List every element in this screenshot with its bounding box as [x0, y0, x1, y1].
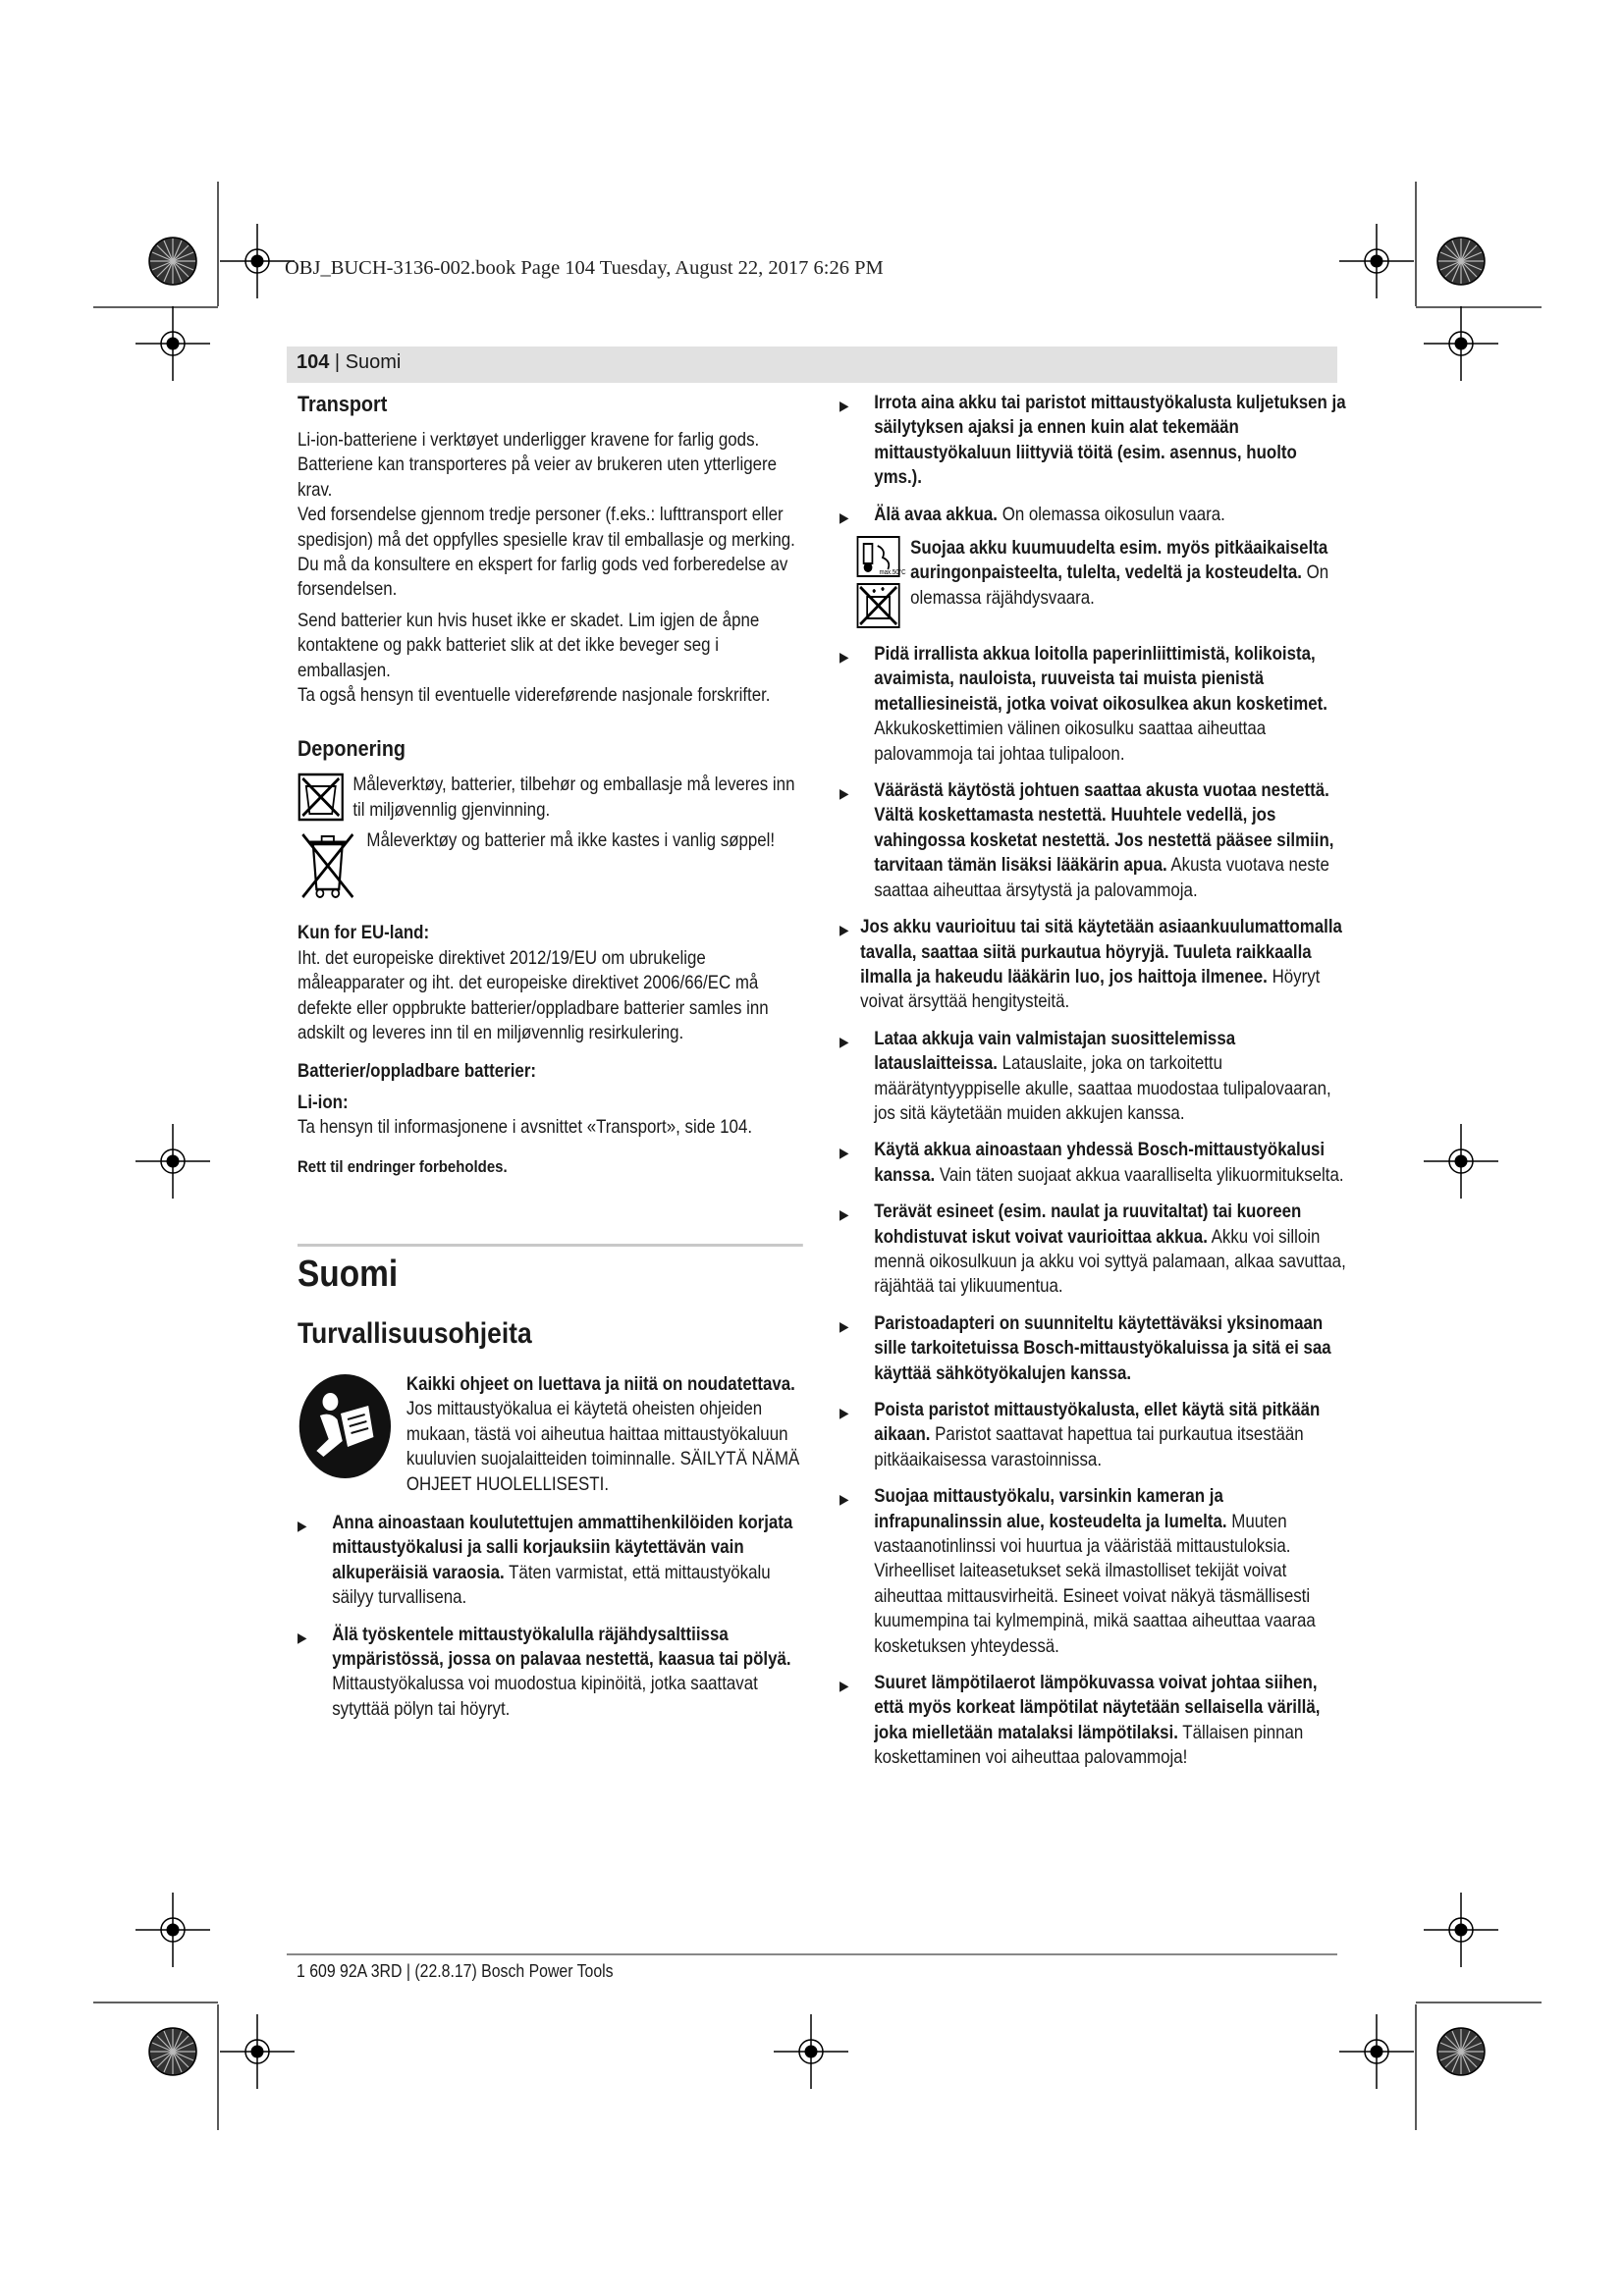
bullet-bold: Poista paristot mittaustyökalusta, ellet käytä sitä pitkään aikaan. — [874, 1400, 1321, 1446]
list-item — [839, 778, 1348, 903]
intro-rest: Jos mittaustyökalua ei käytetä oheisten ohjeiden mukaan, tästä voi aiheutua haittaa mittaustyökaluun kuuluvien suojalaitteiden toiminnalle. SÄILYTÄ NÄMÄ OHJEET HUOLELLISESTI. — [406, 1399, 800, 1495]
bullet-bold: Pidä irrallista akkua loitolla paperinliittimistä, kolikoista, avaimista, nauloista, ruuveista tai muista pienistä metalliesineistä, jotka voivat oikosulkea akun kosketimet. — [874, 644, 1327, 715]
bullet-text: Muuten vastaanotinlinssi voi huurtua ja vääristää mittaustuloksia. Virheelliset laiteasetukset sekä ilmastolliset tekijät voivat aiheuttaa mittausvirheitä. Esineet voivat näkyä täsmällisesti kuumempina tai kylmempinä, mikä saattaa aiheuttaa vaaraa kosketuksen yhteydessä. — [874, 1511, 1316, 1657]
bullet-bold: Suojaa mittaustyökalu, varsinkin kameran ja infrapunalinssin alue, kosteudelta ja lumelta. — [874, 1486, 1227, 1532]
bullet-bold: Terävät esineet (esim. naulat ja ruuvitaltat) tai kuoreen kohdistuvat iskut voivat vaurioittaa akkua. — [874, 1201, 1302, 1248]
bullet-arrow-icon: ▶ — [839, 1491, 849, 1508]
liion-text: Ta hensyn til informasjonene i avsnittet «Transport», side 104. — [298, 1117, 753, 1139]
bullet-bold: Anna ainoastaan koulutettujen ammattihenkilöiden korjata mittaustyökalusi ja salli korjauksiin käytettävän vain alkuperäisiä varaosia. — [332, 1512, 793, 1583]
deponering-heading: Deponering — [298, 736, 406, 762]
recycle-text: Måleverktøy, batterier, tilbehør og emballasje må leveres inn til miljøvennlig gjenvinning. — [352, 774, 795, 821]
bullet-arrow-icon: ▶ — [839, 508, 849, 525]
bullet-text: On olemassa oikosulun vaara. — [997, 504, 1225, 525]
registration-star-icon — [1437, 2028, 1485, 2075]
list-item — [839, 1398, 1348, 1472]
heat-warning-text — [910, 536, 1348, 611]
transport-heading: Transport — [298, 392, 388, 416]
registration-cross-icon — [135, 1124, 210, 1199]
heat-warning-rest: On olemassa räjähdysvaara. — [910, 562, 1329, 609]
eu-heading: Kun for EU-land: — [298, 923, 430, 944]
list-item — [839, 1138, 1348, 1188]
bullet-arrow-icon: ▶ — [839, 922, 849, 938]
bullet-arrow-icon: ▶ — [839, 1405, 849, 1420]
registration-star-icon — [149, 2028, 196, 2075]
list-item — [839, 1027, 1348, 1127]
bullet-arrow-icon: ▶ — [839, 1206, 849, 1223]
bullet-text: Höyryt voivat ärsyttää hengitysteitä. — [860, 966, 1321, 1013]
svg-text:max.50°C: max.50°C — [879, 568, 906, 577]
bullet-text: Akkukoskettimien välinen oikosulku saattaa aiheuttaa palovammoja tai johtaa tulipaloon. — [874, 719, 1267, 765]
bullet-text: Akku voi silloin mennä oikosulkuun ja akku voi syttyä palamaan, alkaa savuttaa, räjähtää tai ylikuumentua. — [874, 1226, 1346, 1298]
bin-row — [298, 828, 803, 901]
intro-bold: Kaikki ohjeet on luettava ja niitä on noudatettava. — [406, 1373, 795, 1395]
batterier-heading: Batterier/oppladbare batterier: — [298, 1061, 537, 1083]
read-manual-icon — [298, 1372, 393, 1480]
heat-warning-bold: Suojaa akku kuumuudelta esim. myös pitkäaikaiselta auringonpaisteelta, tulelta, vedeltä ja kosteudelta. — [910, 538, 1328, 584]
rights-reserved: Rett til endringer forbeholdes. — [298, 1156, 508, 1176]
registration-cross-icon — [1424, 306, 1498, 381]
registration-cross-icon — [1339, 224, 1414, 298]
list-item — [839, 391, 1348, 491]
bullet-bold: Älä työskentele mittaustyökalulla räjähdysalttiissa ympäristössä, jossa on palavaa nestettä, kaasua tai pölyä. — [332, 1624, 791, 1670]
footer-rule — [287, 1953, 1337, 1955]
registration-star-icon — [149, 238, 196, 285]
transport-para-4: Ta også hensyn til eventuelle videreførende nasjonale forskrifter. — [298, 685, 771, 707]
heat-warning-icon — [857, 536, 906, 577]
page-footer: 1 609 92A 3RD | (22.8.17) Bosch Power Tools — [297, 1961, 614, 1981]
bullet-arrow-icon: ▶ — [839, 398, 849, 413]
bullet-bold: Irrota aina akku tai paristot mittaustyökalusta kuljetuksen ja säilytyksen ajaksi ja ennen kuin alat tekemään mittaustyökaluun liittyviä töitä (esim. asennus, huolto yms.). — [874, 393, 1346, 489]
list-item — [298, 1511, 803, 1611]
read-manual-row — [298, 1372, 803, 1497]
left-column — [298, 391, 803, 1722]
liion-heading: Li-ion: — [298, 1092, 349, 1113]
no-disposal-icon — [298, 773, 345, 822]
list-item — [839, 1200, 1348, 1300]
right-column — [839, 391, 1348, 1771]
bin-text: Måleverktøy og batterier må ikke kastes i vanlig søppel! — [366, 830, 776, 852]
registration-cross-icon — [1424, 1124, 1498, 1199]
bullet-bold: Väärästä käytöstä johtuen saattaa akusta vuotaa nestettä. Vältä koskettamasta nestettä. Huuhtele vedellä, jos vahingossa kosketat nestettä. Jos nestettä pääsee silmiin, tarvitaan tämän lisäksi lääkärin apua. — [874, 780, 1334, 877]
list-item — [298, 1623, 803, 1723]
bullet-text: Vain täten suojaat akkua vaaralliselta ylikuormitukselta. — [935, 1164, 1344, 1186]
page-number: 104 — [297, 351, 330, 373]
transport-para-3: Send batterier kun hvis huset ikke er skadet. Lim igjen de åpne kontaktene og pakk batteriet slik at det ikke beveger seg i emballasjen. — [298, 610, 760, 681]
bullet-text: Mittaustyökalussa voi muodostua kipinöitä, jotka saattavat sytyttää pölyn tai höyryt. — [332, 1674, 758, 1720]
crossed-bin-icon — [298, 828, 358, 901]
intro-text — [406, 1372, 803, 1497]
bullet-bold: Älä avaa akkua. — [874, 504, 998, 525]
right-bullets — [839, 642, 1348, 1771]
safety-subtitle: Turvallisuusohjeita — [298, 1316, 532, 1350]
registration-cross-icon — [1339, 2014, 1414, 2089]
registration-cross-icon — [774, 2014, 848, 2089]
bullet-arrow-icon: ▶ — [298, 1629, 307, 1645]
bullet-text: Tällaisen pinnan koskettaminen voi aiheuttaa palovammoja! — [874, 1722, 1304, 1769]
page-band-separator: | — [329, 351, 346, 373]
bullet-arrow-icon: ▶ — [298, 1517, 307, 1533]
bullet-arrow-icon: ▶ — [839, 649, 849, 666]
bullet-arrow-icon: ▶ — [839, 1678, 849, 1694]
page-band-text — [297, 351, 401, 374]
list-item — [839, 1311, 1348, 1386]
transport-para-2: Ved forsendelse gjennom tredje personer (f.eks.: lufttransport eller spedisjon) må det oppfylles spesielle krav til emballasje og merking. Du må da konsultere en ekspert for farlig gods ved forberedelse av forsendelsen. — [298, 505, 795, 601]
bullet-bold: Suuret lämpötilaerot lämpökuvassa voivat johtaa siihen, että myös korkeat lämpötilat näytetään sellaisella värillä, joka mielletään matalaksi lämpötilaksi. — [874, 1673, 1321, 1743]
no-water-icon — [857, 583, 900, 628]
bullet-bold: Paristoadapteri on suunniteltu käytettäväksi yksinomaan sille tarkoitetuissa Bosch-mittaustyökaluissa ja sitä ei saa käyttää sähkötyökalujen kanssa. — [874, 1312, 1331, 1384]
bullet-bold: Lataa akkuja vain valmistajan suosittelemissa latauslaitteissa. — [874, 1028, 1236, 1075]
page-band-language: Suomi — [345, 351, 402, 373]
bullet-arrow-icon: ▶ — [839, 785, 849, 802]
bullet-arrow-icon: ▶ — [839, 1033, 849, 1049]
registration-cross-icon — [1424, 1893, 1498, 1967]
bullet-arrow-icon: ▶ — [839, 1317, 849, 1334]
list-item — [839, 1671, 1348, 1771]
print-header: OBJ_BUCH-3136-002.book Page 104 Tuesday, August 22, 2017 6:26 PM — [285, 257, 884, 279]
bullet-text: Akusta vuotava neste saattaa aiheuttaa ärsytystä ja palovammoja. — [874, 855, 1329, 901]
section-rule — [298, 1244, 803, 1247]
transport-para-1: Li-ion-batteriene i verktøyet underligger kravene for farlig gods. Batteriene kan transporteres på veier av brukeren uten ytterligere krav. — [298, 430, 778, 501]
eu-text: Iht. det europeiske direktivet 2012/19/EU om ubrukelige måleapparater og iht. det europeiske direktivet 2006/66/EC må defekte eller oppbrukte batterier/oppladbare batterier samles inn adskilt og leveres inn til en miljøvennlig resirkulering. — [298, 947, 769, 1043]
list-item — [839, 1484, 1348, 1659]
list-item — [839, 915, 1348, 1015]
bullet-arrow-icon: ▶ — [839, 1145, 849, 1161]
list-item — [839, 642, 1348, 767]
bullet-bold: Jos akku vaurioituu tai sitä käytetään asiaankuulumattomalla tavalla, saattaa siitä purkautua höyryjä. Tuuleta raikkaalla ilmalla ja hakeudu lääkärin luo, jos haittoja ilmenee. — [860, 917, 1342, 988]
registration-star-icon — [1437, 238, 1485, 285]
bullet-text: Paristot saattavat hapettua tai purkautua itsestään pitkäaikaisessa varastoinnissa. — [874, 1424, 1304, 1470]
bullet-bold: Käytä akkua ainoastaan yhdessä Bosch-mittaustyökalusi kanssa. — [874, 1140, 1326, 1186]
bullet-text: Täten varmistat, että mittaustyökalu säilyy turvallisena. — [332, 1562, 771, 1609]
registration-cross-icon — [220, 224, 295, 298]
bullet-text: Latauslaite, joka on tarkoitettu määrätyntyyppiselle akulle, saattaa muodostaa tulipalovaaran, jos sitä käytetään muiden akkujen kanssa. — [874, 1053, 1331, 1124]
list-item — [839, 503, 1348, 530]
page-band — [287, 347, 1337, 383]
registration-cross-icon — [220, 2014, 295, 2089]
recycle-row — [298, 773, 803, 823]
registration-cross-icon — [135, 306, 210, 381]
heat-warning-row — [839, 536, 1348, 628]
suomi-title: Suomi — [298, 1253, 399, 1295]
registration-cross-icon — [135, 1893, 210, 1967]
